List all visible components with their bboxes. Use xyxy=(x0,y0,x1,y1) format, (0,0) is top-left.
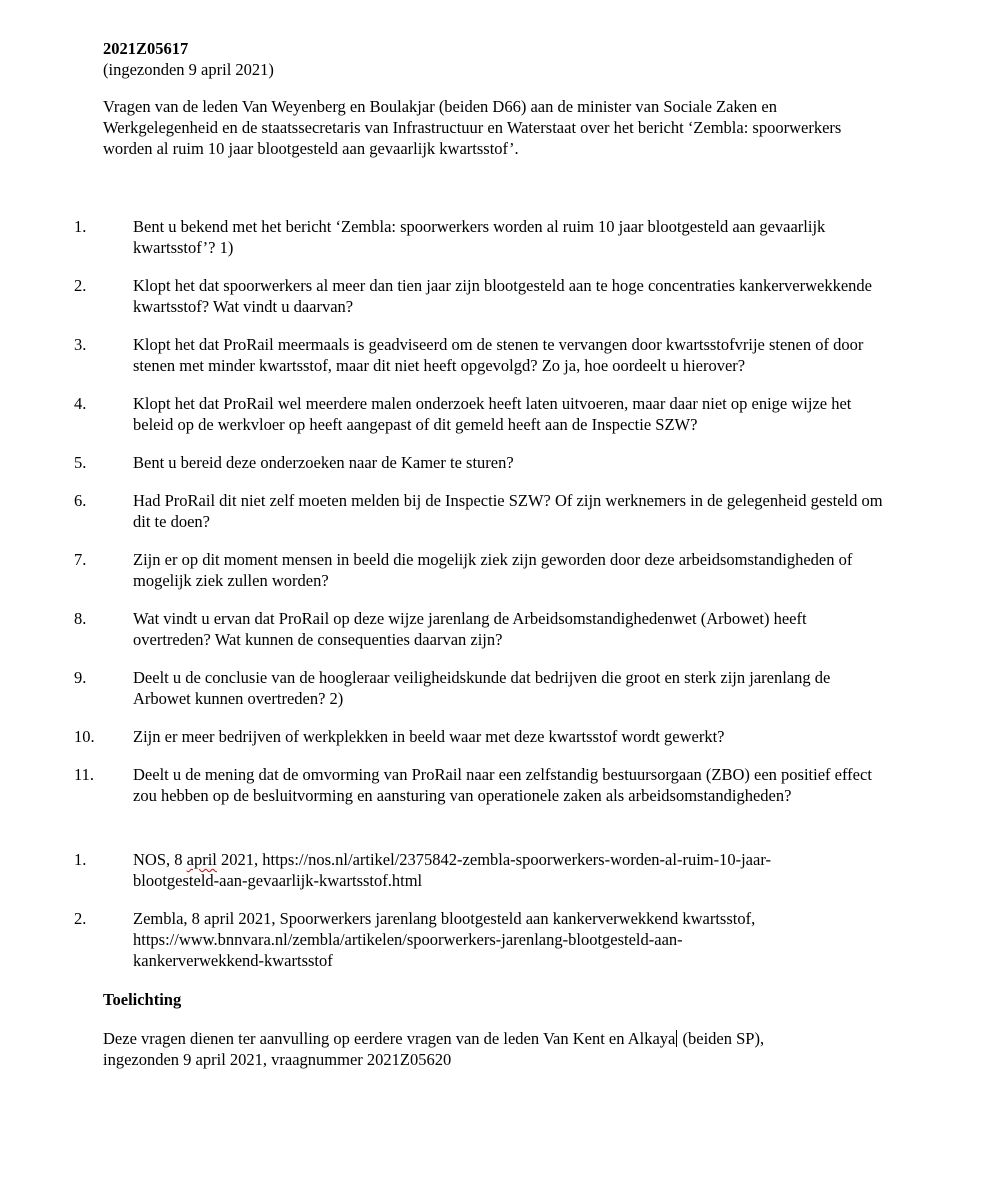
footnote-number: 1. xyxy=(74,850,87,869)
footnote-list xyxy=(0,849,982,988)
intro-paragraph: Vragen van de leden Van Weyenberg en Boulakjar (beiden D66) aan de minister van Sociale Zaken en Werkgelegenheid en de staatssecretaris van Infrastructuur en Waterstaat over het bericht ‘Zembla: spoorwerkers worden al ruim 10 jaar blootgesteld aan gevaarlijk kwartsstof’. xyxy=(103,97,842,158)
question-text: Bent u bekend met het bericht ‘Zembla: spoorwerkers worden al ruim 10 jaar blootgesteld aan gevaarlijk kwartsstof’? 1) xyxy=(133,217,826,257)
reference-number: 2021Z05617 xyxy=(103,39,189,58)
question-number: 7. xyxy=(74,550,87,569)
question-number: 9. xyxy=(74,668,87,687)
question-text: Deelt u de conclusie van de hoogleraar veiligheidskunde dat bedrijven die groot en sterk zijn jarenlang de Arbowet kunnen overtreden? 2) xyxy=(133,668,831,708)
question-text: Klopt het dat spoorwerkers al meer dan tien jaar zijn blootgesteld aan te hoge concentraties kankerverwekkende kwartsstof? Wat vindt u daarvan? xyxy=(133,276,872,316)
question-item xyxy=(0,490,982,532)
footnote-text xyxy=(133,849,813,891)
question-item xyxy=(0,393,982,435)
question-text: Deelt u de mening dat de omvorming van ProRail naar een zelfstandig bestuursorgaan (ZBO) een positief effect zou hebben op de besluitvorming en aansturing van operationele zaken als arbeidsomstandigheden? xyxy=(133,765,872,805)
question-number: 6. xyxy=(74,491,87,510)
question-item xyxy=(0,608,982,650)
footnote-text: Zembla, 8 april 2021, Spoorwerkers jarenlang blootgesteld aan kankerverwekkend kwartsstof, https://www.bnnvara.nl/zembla/artikelen/spoorwerkers-jarenlang-blootgesteld-aan-kankerverwekkend-kwartsstof xyxy=(133,909,756,970)
footnote-number: 2. xyxy=(74,909,87,928)
question-text: Wat vindt u ervan dat ProRail op deze wijze jarenlang de Arbeidsomstandighedenwet (Arbowet) heeft overtreden? Wat kunnen de consequenties daarvan zijn? xyxy=(133,609,807,649)
question-text: Klopt het dat ProRail wel meerdere malen onderzoek heeft laten uitvoeren, maar daar niet op enige wijze het beleid op de werkvloer op heeft aangepast of dit gemeld heeft aan de Inspectie SZW? xyxy=(133,394,852,434)
toelichting-text-start: Deze vragen dienen ter aanvulling op eerdere vragen van de leden Van Kent en Alkaya xyxy=(103,1029,676,1048)
toelichting-text-end: (beiden SP), ingezonden 9 april 2021, vraagnummer 2021Z05620 xyxy=(103,1029,765,1069)
toelichting-heading: Toelichting xyxy=(103,990,182,1009)
question-item xyxy=(0,216,982,258)
question-item xyxy=(0,667,982,709)
toelichting-paragraph[interactable] xyxy=(103,1028,823,1070)
spelling-error-mark[interactable]: april xyxy=(186,850,217,869)
question-item xyxy=(0,764,982,806)
question-number: 4. xyxy=(74,394,87,413)
question-item xyxy=(0,334,982,376)
question-text: Zijn er op dit moment mensen in beeld die mogelijk ziek zijn geworden door deze arbeidsomstandigheden of mogelijk ziek zullen worden? xyxy=(133,550,853,590)
question-number: 5. xyxy=(74,453,87,472)
question-number: 8. xyxy=(74,609,87,628)
question-number: 10. xyxy=(74,727,95,746)
footnote-text-start: NOS, 8 xyxy=(133,850,187,869)
question-number: 11. xyxy=(74,765,95,784)
footnote-item xyxy=(0,908,982,971)
question-item xyxy=(0,726,982,747)
question-text: Zijn er meer bedrijven of werkplekken in beeld waar met deze kwartsstof wordt gewerkt? xyxy=(133,727,725,746)
question-number: 2. xyxy=(74,276,87,295)
question-item xyxy=(0,275,982,317)
submission-date: (ingezonden 9 april 2021) xyxy=(103,60,274,79)
footnote-text-rest: 2021, https://nos.nl/artikel/2375842-zembla-spoorwerkers-worden-al-ruim-10-jaar-blootgesteld-aan-gevaarlijk-kwartsstof.html xyxy=(133,850,771,890)
question-number: 3. xyxy=(74,335,87,354)
question-text: Klopt het dat ProRail meermaals is geadviseerd om de stenen te vervangen door kwartsstofvrije stenen of door stenen met minder kwartsstof, maar dit niet heeft opgevolgd? Zo ja, hoe oordeelt u hierover? xyxy=(133,335,864,375)
question-text: Had ProRail dit niet zelf moeten melden bij de Inspectie SZW? Of zijn werknemers in de gelegenheid gesteld om dit te doen? xyxy=(133,491,883,531)
question-list xyxy=(0,216,982,823)
question-number: 1. xyxy=(74,217,87,236)
footnote-item xyxy=(0,849,982,891)
question-item xyxy=(0,452,982,473)
question-text: Bent u bereid deze onderzoeken naar de Kamer te sturen? xyxy=(133,453,514,472)
question-item xyxy=(0,549,982,591)
